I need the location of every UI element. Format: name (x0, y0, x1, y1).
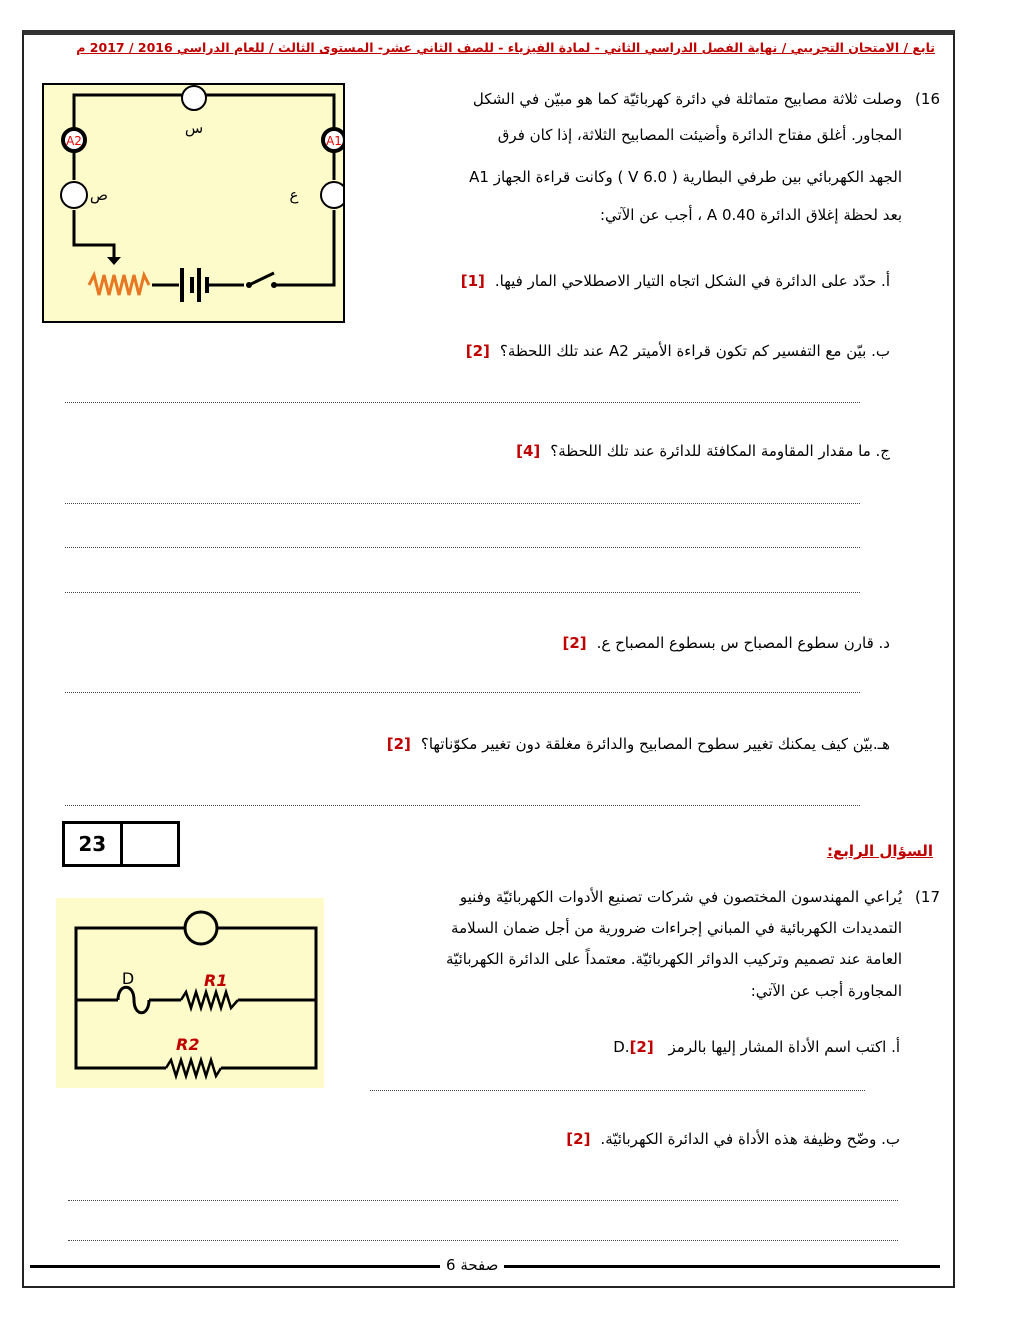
label-lamp-s: س (184, 119, 204, 137)
section-title: السؤال الرابع: (827, 842, 933, 860)
part-mark: [2] (386, 735, 411, 753)
label-r2: R2 (176, 1035, 200, 1054)
answer-line[interactable] (65, 592, 860, 593)
q16-line: المجاور. أغلق مفتاح الدائرة وأضيئت المصابيح الثلاثة، إذا كان فرق (497, 126, 902, 144)
q17-line: المجاورة أجب عن الآتي: (750, 982, 902, 1000)
circuit-figure-17 (56, 898, 324, 1088)
part-mark: [2] (562, 634, 587, 652)
answer-line[interactable] (65, 547, 860, 548)
lamp-icon (321, 182, 343, 208)
label-lamp-sad: ص (89, 186, 109, 204)
q17-line: يُراعي المهندسون المختصون في شركات تصنيع الأدوات الكهربائيّة وفنيو (459, 888, 902, 906)
lamp-icon (185, 912, 217, 944)
q16-part-a (350, 272, 890, 292)
circuit-diagram (56, 898, 324, 1088)
part-mark: [2] (566, 1130, 591, 1148)
part-text: د. قارن سطوع المصباح س بسطوع المصباح ع. (596, 634, 890, 652)
q17-part-a (380, 1038, 900, 1058)
score-box (62, 821, 180, 867)
q16-part-b (150, 342, 890, 362)
answer-line[interactable] (68, 1240, 898, 1241)
circuit-figure-16 (42, 83, 345, 323)
answer-line[interactable] (65, 402, 860, 403)
label-d: D (121, 969, 135, 988)
page-header: تابع / الامتحان التجريبي / نهاية الفصل الدراسي الثاني - لمادة الفيزياء - للصف الثاني عشر- المستوى الثالث / للعام الدراسي 2016 / 2017 م (76, 40, 935, 55)
answer-line[interactable] (65, 503, 860, 504)
label-a2: A2 (66, 134, 82, 148)
q16-number: 16) (915, 90, 940, 108)
label-r1: R1 (204, 971, 228, 990)
resistor-icon (166, 1060, 221, 1076)
part-text: ج. ما مقدار المقاومة المكافئة للدائرة عند تلك اللحظة؟ (550, 442, 890, 460)
answer-line[interactable] (370, 1090, 865, 1091)
switch-contact-icon (246, 282, 252, 288)
resistor-icon (181, 992, 238, 1008)
answer-line[interactable] (65, 692, 860, 693)
q17-line: العامة عند تصميم وتركيب الدوائر الكهربائيّة. معتمداً على الدائرة الكهربائيّة (446, 950, 902, 968)
answer-line[interactable] (65, 805, 860, 806)
q16-line: الجهد الكهربائي بين طرفي البطارية ( 6.0 V ) وكانت قراءة الجهاز A1 (469, 168, 902, 186)
part-mark: [2] (465, 342, 490, 360)
label-lamp-ain: ع (289, 186, 299, 204)
part-mark: [2] (629, 1038, 654, 1056)
switch-contact-icon (271, 282, 277, 288)
q17-part-b (380, 1130, 900, 1150)
lamp-icon (61, 182, 87, 208)
part-text: ب. وضّح وظيفة هذه الأداة في الدائرة الكهربائيّة. (600, 1130, 900, 1148)
part-text: ب. بيّن مع التفسير كم تكون قراءة الأميتر A2 عند تلك اللحظة؟ (499, 342, 890, 360)
fuse-icon (118, 987, 149, 1013)
answer-line[interactable] (68, 1200, 898, 1201)
part-mark: [4] (516, 442, 541, 460)
q17-number: 17) (915, 888, 940, 906)
page-number: صفحة 6 (440, 1256, 504, 1274)
q17-line: التمديدات الكهربائية في المباني إجراءات ضرورية من أجل ضمان السلامة (451, 919, 902, 937)
part-text: أ. اكتب اسم الأداة المشار إليها بالرمز D. (613, 1038, 900, 1056)
part-text: هـ.بيّن كيف يمكنك تغيير سطوح المصابيح والدائرة مغلقة دون تغيير مكوّناتها؟ (420, 735, 890, 753)
label-a1: A1 (326, 134, 342, 148)
q16-part-d (150, 634, 890, 654)
rheostat-icon (89, 275, 149, 295)
part-text: أ. حدّد على الدائرة في الشكل اتجاه التيار الاصطلاحي المار فيها. (494, 272, 890, 290)
q16-line: بعد لحظة إغلاق الدائرة 0.40 A ، أجب عن الآتي: (599, 206, 902, 224)
q16-part-e (150, 735, 890, 755)
battery-icon (182, 268, 207, 302)
circuit-diagram (44, 85, 343, 321)
q16-line: وصلت ثلاثة مصابيح متماثلة في دائرة كهربائيّة كما هو مبيّن في الشكل (472, 90, 902, 108)
part-mark: [1] (460, 272, 485, 290)
q16-part-c (150, 442, 890, 462)
lamp-icon (182, 86, 206, 110)
score-blank[interactable] (120, 824, 178, 864)
score-total: 23 (78, 832, 107, 856)
